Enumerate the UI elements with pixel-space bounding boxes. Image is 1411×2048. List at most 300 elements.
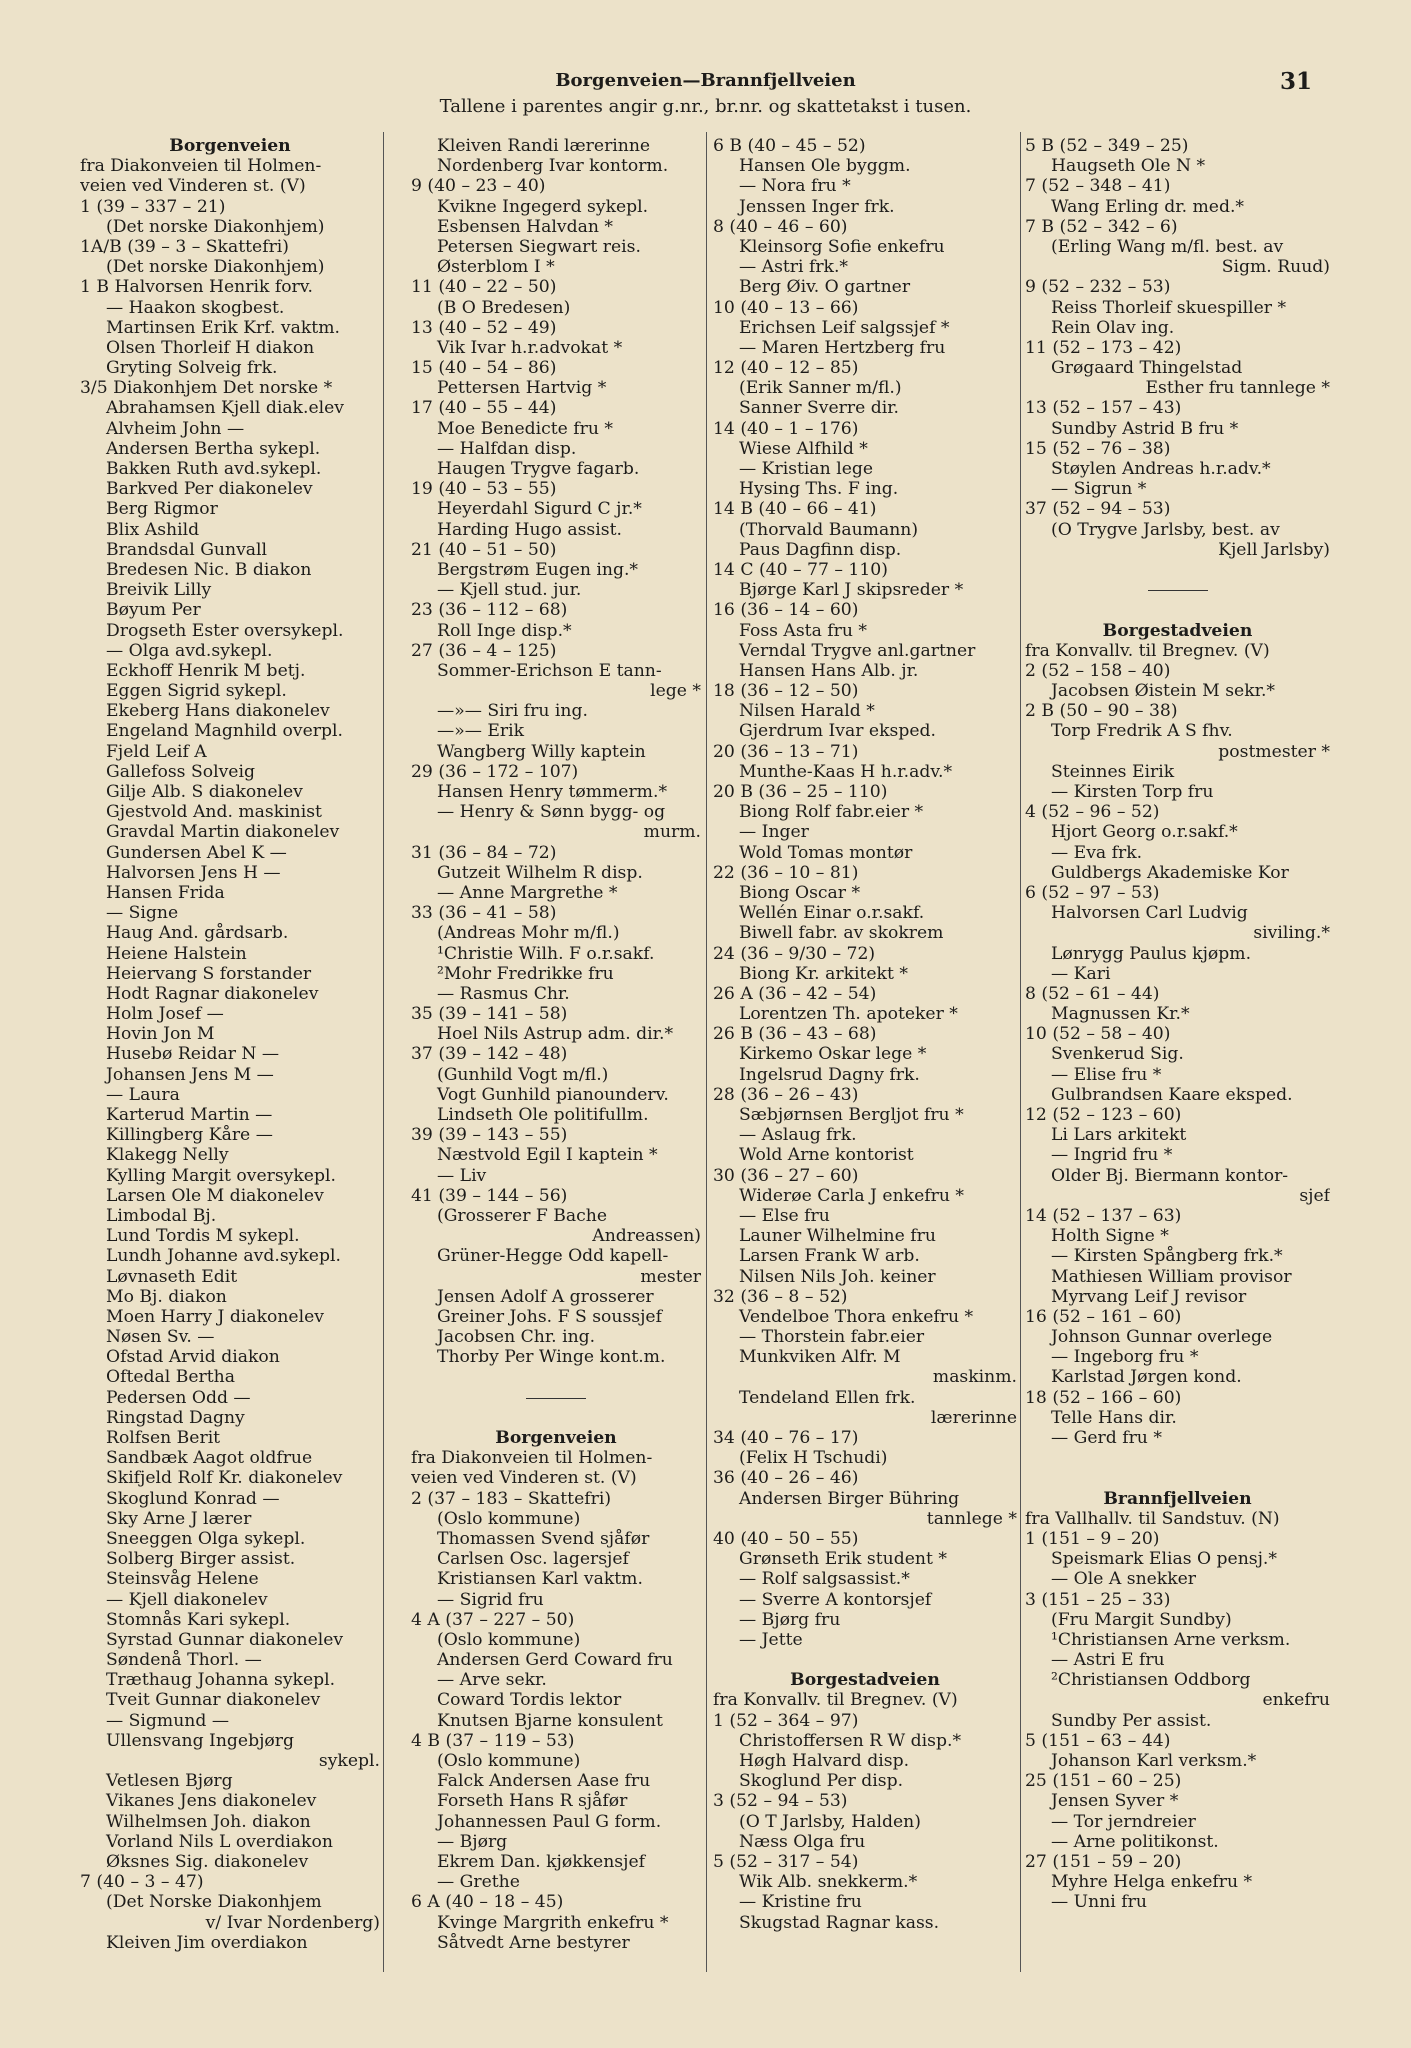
entry-line: Kvikne Ingegerd sykepl. — [437, 196, 649, 217]
entry-line: Gryting Solveig frk. — [106, 358, 278, 379]
page-subtitle: Tallene i parentes angir g.nr., br.nr. og skattetakst i tusen. — [439, 96, 972, 117]
entry-line: ¹Christie Wilh. F o.r.sakf. — [437, 943, 655, 964]
blank-line — [411, 1367, 701, 1387]
entry-line: — Kristian lege — [739, 459, 874, 479]
entry-line: Grøgaard Thingelstad — [1051, 358, 1243, 379]
entry-line: 14 B (40 – 66 – 41) — [713, 499, 877, 520]
entry-line: Hodt Ragnar diakonelev — [106, 983, 319, 1004]
entry-line: (Gunhild Vogt m/fl.) — [437, 1064, 609, 1085]
entry-line: 37 (52 – 94 – 53) — [1025, 499, 1171, 520]
entry-line: Kylling Margit oversykepl. — [106, 1165, 336, 1186]
blank-line — [1025, 1468, 1330, 1488]
entry-line: Eggen Sigrid sykepl. — [106, 681, 287, 702]
entry-line: Kvinge Margrith enkefru * — [437, 1912, 669, 1933]
entry-line: Larsen Ole M diakonelev — [106, 1185, 324, 1206]
entry-line: Næss Olga fru — [739, 1831, 866, 1852]
entry-line: Gutzeit Wilhelm R disp. — [437, 862, 643, 883]
entry-line: 6 A (40 – 18 – 45) — [411, 1892, 564, 1913]
entry-line: fra Konvallv. til Bregnev. (V) — [1025, 640, 1270, 661]
entry-line: — Sigrun * — [1051, 479, 1147, 500]
entry-line: Halvorsen Carl Ludvig — [1051, 903, 1248, 924]
entry-line: 27 (36 – 4 – 125) — [411, 640, 557, 661]
entry-line: — Thorstein fabr.eier — [739, 1327, 925, 1348]
entry-line: Ekrem Dan. kjøkkensjef — [437, 1851, 645, 1872]
entry-line: Søndenå Thorl. — — [106, 1650, 262, 1671]
entry-line: Carlsen Osc. lagersjef — [437, 1549, 629, 1570]
entry-line: Johnson Gunnar overlege — [1051, 1327, 1273, 1348]
entry-line: — Tor jerndreier — [1051, 1811, 1196, 1832]
entry-line: Haugen Trygve fagarb. — [437, 459, 640, 479]
entry-line: Kirkemo Oskar lege * — [739, 1044, 927, 1065]
entry-line: Haug And. gårdsarb. — [106, 923, 289, 944]
entry-line: 28 (36 – 26 – 43) — [713, 1084, 859, 1105]
entry-line: (Thorvald Baumann) — [739, 519, 919, 540]
entry-line: 5 B (52 – 349 – 25) — [1025, 136, 1189, 156]
page-number: 31 — [1280, 68, 1313, 95]
entry-line: 29 (36 – 172 – 107) — [411, 761, 579, 782]
entry-line: 10 (52 – 58 – 40) — [1025, 1024, 1171, 1045]
entry-line: Kleiven Jim overdiakon — [106, 1932, 308, 1953]
entry-line: Telle Hans dir. — [1051, 1407, 1177, 1428]
entry-line: Sæbjørnsen Bergljot fru * — [739, 1105, 964, 1125]
entry-line: murm. — [643, 822, 701, 843]
entry-line: Paus Dagfinn disp. — [739, 539, 902, 560]
entry-line: — Kirsten Spångberg frk.* — [1051, 1246, 1283, 1267]
entry-line: Limbodal Bj. — [106, 1205, 217, 1226]
entry-line: Bergstrøm Eugen ing.* — [437, 559, 639, 580]
entry-line: Gundersen Abel K — — [106, 842, 287, 863]
entry-line: Næstvold Egil I kaptein * — [437, 1145, 658, 1166]
entry-line: fra Konvallv. til Bregnev. (V) — [713, 1690, 958, 1711]
entry-line: 15 (52 – 76 – 38) — [1025, 438, 1171, 459]
entry-line: Bakken Ruth avd.sykepl. — [106, 459, 322, 479]
entry-line: Coward Tordis lektor — [437, 1690, 622, 1711]
column-divider — [383, 132, 384, 1972]
entry-line: Wilhelmsen Joh. diakon — [106, 1811, 311, 1832]
column-3 — [713, 136, 1017, 1933]
entry-line: Reiss Thorleif skuespiller * — [1051, 297, 1287, 318]
entry-line: — Henry & Sønn bygg- og — [437, 802, 666, 823]
entry-line: 21 (40 – 51 – 50) — [411, 539, 557, 560]
entry-line: (Oslo kommune) — [437, 1629, 581, 1650]
entry-line: 1 (151 – 9 – 20) — [1025, 1528, 1160, 1549]
street-heading: Borgestadveien — [790, 1670, 940, 1691]
entry-line: —»— Siri fru ing. — [437, 701, 588, 722]
entry-line: 16 (52 – 161 – 60) — [1025, 1306, 1182, 1327]
entry-line: Løvnaseth Edit — [106, 1266, 238, 1287]
entry-line: Sundby Per assist. — [1051, 1710, 1212, 1731]
entry-line: (O Trygve Jarlsby, best. av — [1051, 519, 1280, 540]
entry-line: v/ Ivar Nordenberg) — [205, 1912, 380, 1933]
entry-line: Myrvang Leif J revisor — [1051, 1286, 1247, 1307]
entry-line: lærerinne — [930, 1407, 1017, 1428]
entry-line: Nordenberg Ivar kontorm. — [437, 156, 669, 177]
entry-line: — Else fru — [739, 1205, 830, 1226]
entry-line: 31 (36 – 84 – 72) — [411, 842, 557, 863]
entry-line: Li Lars arkitekt — [1051, 1125, 1187, 1146]
entry-line: Johanson Karl verksm.* — [1051, 1751, 1257, 1771]
entry-line: Speismark Elias O pensj.* — [1051, 1549, 1277, 1570]
entry-line: 1 (52 – 364 – 97) — [713, 1710, 859, 1731]
entry-line: — Bjørg fru — [739, 1609, 841, 1630]
entry-line: 15 (40 – 54 – 86) — [411, 358, 557, 379]
entry-line: Gilje Alb. S diakonelev — [106, 782, 303, 802]
entry-line: Bjørge Karl J skipsreder * — [739, 580, 964, 601]
entry-line: mester — [640, 1266, 701, 1287]
entry-line: 32 (36 – 8 – 52) — [713, 1286, 848, 1307]
entry-line: Johansen Jens M — — [106, 1064, 274, 1085]
entry-line: Gjestvold And. maskinist — [106, 802, 322, 823]
section-separator — [411, 1388, 701, 1408]
entry-line: — Elise fru * — [1051, 1064, 1162, 1085]
entry-line: Svenkerud Sig. — [1051, 1044, 1184, 1065]
entry-line: Heiervang S forstander — [106, 963, 312, 984]
entry-line: — Aslaug frk. — [739, 1125, 857, 1146]
entry-line: — Ingeborg fru * — [1051, 1347, 1199, 1368]
entry-line: Christoffersen R W disp.* — [739, 1730, 962, 1751]
entry-line: Ullensvang Ingebjørg — [106, 1730, 294, 1751]
entry-line: Gjerdrum Ivar eksped. — [739, 721, 936, 742]
entry-line: — Unni fru — [1051, 1892, 1147, 1913]
entry-line: Torp Fredrik A S fhv. — [1051, 721, 1233, 742]
entry-line: Stomnås Kari sykepl. — [106, 1609, 291, 1630]
entry-line: 5 (52 – 317 – 54) — [713, 1851, 859, 1872]
entry-line: — Sigrid fru — [437, 1589, 544, 1610]
entry-line: Karlstad Jørgen kond. — [1051, 1367, 1242, 1388]
entry-line: — Liv — [437, 1165, 487, 1186]
entry-line: 6 B (40 – 45 – 52) — [713, 136, 866, 156]
entry-line: Forseth Hans R sjåfør — [437, 1791, 628, 1812]
entry-line: (Grosserer F Bache — [437, 1205, 608, 1226]
entry-line: 3/5 Diakonhjem Det norske * — [80, 378, 333, 399]
entry-line: Larsen Frank W arb. — [739, 1246, 920, 1267]
entry-line: Gallefoss Solveig — [106, 761, 255, 782]
entry-line: Skoglund Per disp. — [739, 1771, 904, 1792]
entry-line: Drogseth Ester oversykepl. — [106, 620, 344, 641]
street-heading: Brannfjellveien — [1103, 1488, 1252, 1509]
entry-line: sjef — [1299, 1185, 1330, 1206]
entry-line: — Kari — [1051, 963, 1111, 984]
entry-line: (Oslo kommune) — [437, 1751, 581, 1771]
entry-line: 8 (40 – 46 – 60) — [713, 216, 848, 237]
entry-line: Alvheim John — — [106, 418, 245, 439]
entry-line: Sanner Sverre dir. — [739, 398, 900, 419]
entry-line: 12 (52 – 123 – 60) — [1025, 1105, 1182, 1125]
entry-line: — Laura — [106, 1084, 180, 1105]
entry-line: 10 (40 – 13 – 66) — [713, 297, 859, 318]
entry-line: Johannessen Paul G form. — [437, 1811, 662, 1832]
entry-line: 40 (40 – 50 – 55) — [713, 1528, 859, 1549]
entry-line: Brandsdal Gunvall — [106, 539, 268, 560]
entry-line: (B O Bredesen) — [437, 297, 571, 318]
entry-line: Widerøe Carla J enkefru * — [739, 1185, 964, 1206]
entry-line: Hysing Ths. F ing. — [739, 479, 899, 500]
entry-line: Bøyum Per — [106, 600, 201, 621]
entry-line: tannlege * — [926, 1508, 1017, 1529]
entry-line: Vikanes Jens diakonelev — [106, 1791, 317, 1812]
entry-line: 2 B (50 – 90 – 38) — [1025, 701, 1178, 722]
entry-line: ²Mohr Fredrikke fru — [437, 963, 614, 984]
entry-line: — Arve sekr. — [437, 1670, 547, 1691]
entry-line: 35 (39 – 141 – 58) — [411, 1004, 568, 1025]
entry-line: enkefru — [1262, 1690, 1330, 1711]
column-1 — [80, 136, 380, 1953]
entry-line: 2 (52 – 158 – 40) — [1025, 660, 1171, 681]
entry-line: Karterud Martin — — [106, 1105, 273, 1125]
entry-line: — Signe — [106, 903, 179, 924]
entry-line: Vetlesen Bjørg — [106, 1771, 233, 1792]
entry-line: 1 B Halvorsen Henrik forv. — [80, 277, 313, 298]
entry-line: Biong Kr. arkitekt * — [739, 963, 908, 984]
entry-line: Launer Wilhelmine fru — [739, 1226, 936, 1247]
entry-line: (Oslo kommune) — [437, 1508, 581, 1529]
entry-line: Lorentzen Th. apoteker * — [739, 1004, 958, 1025]
entry-line: 1 (39 – 337 – 21) — [80, 196, 226, 217]
entry-line: Petersen Siegwart reis. — [437, 236, 641, 257]
entry-line: Esbensen Halvdan * — [437, 216, 613, 237]
entry-line: — Kjell diakonelev — [106, 1589, 268, 1610]
entry-line: (Felix H Tschudi) — [739, 1448, 888, 1469]
blank-line — [1025, 1448, 1330, 1468]
entry-line: 9 (52 – 232 – 53) — [1025, 277, 1171, 298]
entry-line: (Det norske Diakonhjem) — [106, 257, 325, 278]
entry-line: Knutsen Bjarne konsulent — [437, 1710, 663, 1731]
entry-line: Holm Josef — — [106, 1004, 224, 1025]
entry-line: Wang Erling dr. med.* — [1051, 196, 1245, 217]
entry-line: 20 B (36 – 25 – 110) — [713, 782, 888, 802]
entry-line: Gravdal Martin diakonelev — [106, 822, 340, 843]
entry-line: Moen Harry J diakonelev — [106, 1306, 324, 1327]
entry-line: 3 (52 – 94 – 53) — [713, 1791, 848, 1812]
entry-line: Vorland Nils L overdiakon — [106, 1831, 333, 1852]
entry-line: 1A/B (39 – 3 – Skattefri) — [80, 236, 289, 257]
entry-line: Pettersen Hartvig * — [437, 378, 607, 399]
entry-line: Nilsen Harald * — [739, 701, 875, 722]
entry-line: 9 (40 – 23 – 40) — [411, 176, 546, 197]
section-separator — [1025, 580, 1330, 600]
entry-line: Tveit Gunnar diakonelev — [106, 1690, 321, 1711]
entry-line: 13 (52 – 157 – 43) — [1025, 398, 1182, 419]
entry-line: — Kjell stud. jur. — [437, 580, 582, 601]
entry-line: — Eva frk. — [1051, 842, 1143, 863]
blank-line — [1025, 600, 1330, 620]
entry-line: (O T Jarlsby, Halden) — [739, 1811, 921, 1832]
entry-line: 34 (40 – 76 – 17) — [713, 1428, 859, 1448]
entry-line: — Astri frk.* — [739, 257, 849, 278]
entry-line: 4 (52 – 96 – 52) — [1025, 802, 1160, 823]
entry-line: Myhre Helga enkefru * — [1051, 1872, 1253, 1893]
entry-line: — Maren Hertzberg fru — [739, 337, 946, 358]
entry-line: Andersen Gerd Coward fru — [437, 1650, 673, 1671]
entry-line: 7 (52 – 348 – 41) — [1025, 176, 1171, 197]
entry-line: —»— Erik — [437, 721, 525, 742]
entry-line: 39 (39 – 143 – 55) — [411, 1125, 568, 1146]
entry-line: Ofstad Arvid diakon — [106, 1347, 280, 1368]
entry-line: 26 B (36 – 43 – 68) — [713, 1024, 877, 1045]
entry-line: fra Vallhallv. til Sandstuv. (N) — [1025, 1508, 1280, 1529]
entry-line: Engeland Magnhild overpl. — [106, 721, 343, 742]
entry-line: 11 (40 – 22 – 50) — [411, 277, 557, 298]
entry-line: Abrahamsen Kjell diak.elev — [106, 398, 344, 419]
entry-line: 18 (36 – 12 – 50) — [713, 681, 859, 702]
entry-line: Sandbæk Aagot oldfrue — [106, 1448, 313, 1469]
entry-line: Ingelsrud Dagny frk. — [739, 1064, 920, 1085]
entry-line: siviling.* — [1253, 923, 1330, 944]
entry-line: — Anne Margrethe * — [437, 882, 618, 903]
entry-line: Nilsen Nils Joh. keiner — [739, 1266, 936, 1287]
entry-line: Berg Øiv. O gartner — [739, 277, 911, 298]
entry-line: Rolfsen Berit — [106, 1428, 221, 1448]
entry-line: Sommer-Erichson E tann- — [437, 660, 662, 681]
entry-line: Moe Benedicte fru * — [437, 418, 613, 439]
entry-line: Haugseth Ole N * — [1051, 156, 1206, 177]
entry-line: Breivik Lilly — [106, 580, 212, 601]
entry-line: (Andreas Mohr m/fl.) — [437, 923, 620, 944]
entry-line: Grønseth Erik student * — [739, 1549, 947, 1570]
entry-line: Kleinsorg Sofie enkefru — [739, 236, 945, 257]
entry-line: (Fru Margit Sundby) — [1051, 1609, 1232, 1630]
entry-line: 22 (36 – 10 – 81) — [713, 862, 859, 883]
entry-line: 36 (40 – 26 – 46) — [713, 1468, 859, 1489]
entry-line: — Ole A snekker — [1051, 1569, 1197, 1590]
entry-line: Sundby Astrid B fru * — [1051, 418, 1239, 439]
entry-line: Skoglund Konrad — — [106, 1488, 280, 1509]
entry-line: Esther fru tannlege * — [1145, 378, 1330, 399]
entry-line: Skugstad Ragnar kass. — [739, 1912, 940, 1933]
entry-line: Blix Ashild — [106, 519, 200, 540]
entry-line: Heyerdahl Sigurd C jr.* — [437, 499, 642, 520]
entry-line: Holth Signe * — [1051, 1226, 1169, 1247]
entry-line: Østerblom I * — [437, 257, 555, 278]
entry-line: 18 (52 – 166 – 60) — [1025, 1387, 1182, 1408]
entry-line: Kjell Jarlsby) — [1218, 539, 1330, 560]
entry-line: Andersen Birger Bühring — [739, 1488, 960, 1509]
column-divider — [1020, 132, 1021, 1972]
entry-line: Sigm. Ruud) — [1221, 257, 1330, 278]
entry-line: — Bjørg — [437, 1831, 508, 1852]
entry-line: — Kirsten Torp fru — [1051, 782, 1214, 802]
entry-line: Falck Andersen Aase fru — [437, 1771, 651, 1792]
entry-line: — Olga avd.sykepl. — [106, 640, 273, 661]
entry-line: Høgh Halvard disp. — [739, 1751, 910, 1771]
entry-line: 5 (151 – 63 – 44) — [1025, 1730, 1171, 1751]
entry-line: Syrstad Gunnar diakonelev — [106, 1629, 344, 1650]
entry-line: — Haakon skogbest. — [106, 297, 285, 318]
entry-line: — Sverre A kontorsjef — [739, 1589, 932, 1610]
entry-line: Tendeland Ellen frk. — [739, 1387, 916, 1408]
entry-line: 13 (40 – 52 – 49) — [411, 317, 557, 338]
entry-line: 20 (36 – 13 – 71) — [713, 741, 859, 762]
entry-line: Jacobsen Chr. ing. — [437, 1327, 596, 1348]
blank-line — [411, 1408, 701, 1428]
entry-line: Barkved Per diakonelev — [106, 479, 313, 500]
entry-line: Older Bj. Biermann kontor- — [1051, 1165, 1289, 1186]
entry-line: 7 (40 – 3 – 47) — [80, 1872, 204, 1893]
entry-line: 17 (40 – 55 – 44) — [411, 398, 557, 419]
entry-line: — Jette — [739, 1629, 803, 1650]
entry-line: postmester * — [1218, 741, 1330, 762]
entry-line: Pedersen Odd — — [106, 1387, 251, 1408]
entry-line: 14 C (40 – 77 – 110) — [713, 559, 888, 580]
entry-line: 26 A (36 – 42 – 54) — [713, 983, 877, 1004]
entry-line: Vendelboe Thora enkefru * — [739, 1306, 974, 1327]
entry-line: Gulbrandsen Kaare eksped. — [1051, 1084, 1293, 1105]
entry-line: Vik Ivar h.r.advokat * — [437, 337, 623, 358]
entry-line: Solberg Birger assist. — [106, 1549, 296, 1570]
entry-line: 11 (52 – 173 – 42) — [1025, 337, 1182, 358]
entry-line: (Erling Wang m/fl. best. av — [1051, 236, 1284, 257]
entry-line: Fjeld Leif A — [106, 741, 207, 762]
entry-line: (Det norske Diakonhjem) — [106, 216, 325, 237]
entry-line: Killingberg Kåre — — [106, 1125, 273, 1146]
entry-line: fra Diakonveien til Holmen- — [80, 156, 322, 177]
street-heading: Borgestadveien — [1102, 620, 1253, 641]
entry-line: Halvorsen Jens H — — [106, 862, 281, 883]
entry-line: 7 B (52 – 342 – 6) — [1025, 216, 1178, 237]
entry-line: — Rolf salgsassist.* — [739, 1569, 910, 1590]
entry-line: — Ingrid fru * — [1051, 1145, 1173, 1166]
entry-line: Grüner-Hegge Odd kapell- — [437, 1246, 669, 1267]
entry-line: Thomassen Svend sjåfør — [437, 1528, 650, 1549]
page-title: Borgenveien—Brannfjellveien — [555, 70, 856, 91]
entry-line: 19 (40 – 53 – 55) — [411, 479, 557, 500]
entry-line: Magnussen Kr.* — [1051, 1004, 1190, 1025]
entry-line: Jenssen Inger frk. — [739, 196, 895, 217]
entry-line: Lund Tordis M sykepl. — [106, 1226, 300, 1247]
entry-line: Hansen Hans Alb. jr. — [739, 660, 919, 681]
entry-line: Jacobsen Øistein M sekr.* — [1051, 681, 1276, 702]
entry-line: veien ved Vinderen st. (V) — [80, 176, 306, 197]
entry-line: 24 (36 – 9/30 – 72) — [713, 943, 876, 964]
entry-line: Biwell fabr. av skokrem — [739, 923, 944, 944]
entry-line: Lønrygg Paulus kjøpm. — [1051, 943, 1252, 964]
entry-line: Ringstad Dagny — [106, 1407, 245, 1428]
entry-line: Thorby Per Winge kont.m. — [437, 1347, 666, 1368]
entry-line: 25 (151 – 60 – 25) — [1025, 1771, 1182, 1792]
entry-line: 41 (39 – 144 – 56) — [411, 1185, 568, 1206]
entry-line: maskinm. — [932, 1367, 1017, 1388]
entry-line: Wik Alb. snekkerm.* — [739, 1872, 918, 1893]
entry-line: Hansen Ole byggm. — [739, 156, 911, 177]
entry-line: 12 (40 – 12 – 85) — [713, 358, 859, 379]
entry-line: — Gerd fru * — [1051, 1428, 1162, 1448]
entry-line: Lundh Johanne avd.sykepl. — [106, 1246, 341, 1267]
entry-line: Kristiansen Karl vaktm. — [437, 1569, 643, 1590]
entry-line: — Sigmund — — [106, 1710, 230, 1731]
entry-line: — Astri E fru — [1051, 1650, 1165, 1671]
entry-line: Roll Inge disp.* — [437, 620, 572, 641]
entry-line: Nøsen Sv. — — [106, 1327, 215, 1348]
entry-line: Greiner Johs. F S soussjef — [437, 1306, 662, 1327]
street-heading: Borgenveien — [495, 1428, 617, 1448]
entry-line: Andreassen) — [592, 1226, 701, 1247]
entry-line: ²Christiansen Oddborg — [1051, 1670, 1251, 1691]
entry-line: Skifjeld Rolf Kr. diakonelev — [106, 1468, 343, 1489]
entry-line: Mo Bj. diakon — [106, 1286, 227, 1307]
entry-line: Steinsvåg Helene — [106, 1569, 259, 1590]
entry-line: Wellén Einar o.r.sakf. — [739, 903, 925, 924]
street-heading: Borgenveien — [169, 136, 291, 156]
blank-line — [713, 1650, 1017, 1670]
entry-line: Heiene Halstein — [106, 943, 247, 964]
column-2 — [411, 136, 701, 1953]
entry-line: Harding Hugo assist. — [437, 519, 622, 540]
entry-line: — Halfdan disp. — [437, 438, 577, 459]
entry-line: Biong Oscar * — [739, 882, 861, 903]
entry-line: Wold Tomas montør — [739, 842, 913, 863]
entry-line: 4 B (37 – 119 – 53) — [411, 1730, 575, 1751]
entry-line: — Grethe — [437, 1872, 520, 1893]
